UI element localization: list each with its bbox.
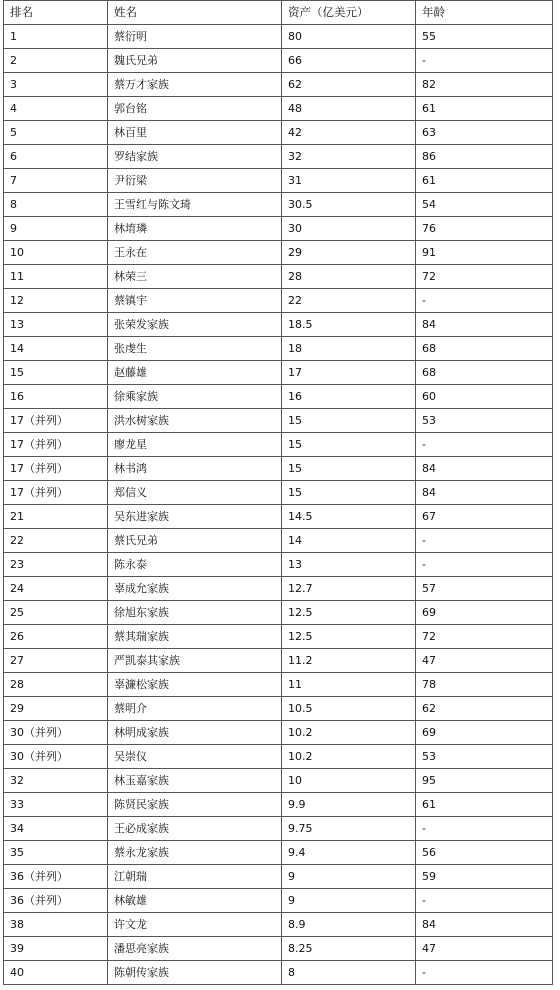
table-row <box>4 841 553 865</box>
table-row <box>4 913 553 937</box>
cell-name: 郑信义 <box>108 481 282 505</box>
cell-age: - <box>416 553 553 577</box>
cell-age: 91 <box>416 241 553 265</box>
table-body <box>4 25 553 985</box>
cell-assets: 8 <box>282 961 416 985</box>
table-row <box>4 457 553 481</box>
table-row <box>4 49 553 73</box>
cell-age: 69 <box>416 721 553 745</box>
cell-assets: 9.9 <box>282 793 416 817</box>
cell-age: - <box>416 433 553 457</box>
table-row <box>4 817 553 841</box>
cell-rank: 28 <box>4 673 108 697</box>
cell-rank: 17（并列） <box>4 457 108 481</box>
cell-assets: 10.2 <box>282 721 416 745</box>
cell-age: 72 <box>416 625 553 649</box>
cell-assets: 15 <box>282 457 416 481</box>
cell-name: 蔡其瑞家族 <box>108 625 282 649</box>
cell-assets: 30 <box>282 217 416 241</box>
cell-rank: 35 <box>4 841 108 865</box>
cell-rank: 21 <box>4 505 108 529</box>
cell-rank: 13 <box>4 313 108 337</box>
table-row <box>4 361 553 385</box>
cell-age: 47 <box>416 649 553 673</box>
table-row <box>4 601 553 625</box>
cell-age: 67 <box>416 505 553 529</box>
table-row <box>4 433 553 457</box>
cell-age: - <box>416 49 553 73</box>
cell-rank: 6 <box>4 145 108 169</box>
cell-age: 53 <box>416 745 553 769</box>
cell-age: - <box>416 529 553 553</box>
cell-assets: 30.5 <box>282 193 416 217</box>
cell-assets: 14 <box>282 529 416 553</box>
cell-rank: 34 <box>4 817 108 841</box>
table-row <box>4 745 553 769</box>
cell-assets: 62 <box>282 73 416 97</box>
cell-name: 陈贤民家族 <box>108 793 282 817</box>
cell-name: 林堉璘 <box>108 217 282 241</box>
table-row <box>4 289 553 313</box>
cell-rank: 16 <box>4 385 108 409</box>
cell-rank: 2 <box>4 49 108 73</box>
cell-age: 72 <box>416 265 553 289</box>
cell-name: 蔡氏兄弟 <box>108 529 282 553</box>
cell-name: 严凯泰其家族 <box>108 649 282 673</box>
table-row <box>4 145 553 169</box>
header-assets: 资产（亿美元） <box>282 1 416 25</box>
cell-name: 廖龙星 <box>108 433 282 457</box>
cell-name: 林书鸿 <box>108 457 282 481</box>
cell-assets: 9 <box>282 865 416 889</box>
table-row <box>4 169 553 193</box>
cell-age: 76 <box>416 217 553 241</box>
cell-age: 63 <box>416 121 553 145</box>
table-row <box>4 505 553 529</box>
table-row <box>4 721 553 745</box>
table-row <box>4 241 553 265</box>
cell-name: 张荣发家族 <box>108 313 282 337</box>
cell-assets: 14.5 <box>282 505 416 529</box>
cell-age: - <box>416 289 553 313</box>
cell-name: 林荣三 <box>108 265 282 289</box>
cell-assets: 12.5 <box>282 601 416 625</box>
cell-rank: 4 <box>4 97 108 121</box>
cell-assets: 12.7 <box>282 577 416 601</box>
cell-age: 56 <box>416 841 553 865</box>
table-row <box>4 769 553 793</box>
cell-name: 吴崇仪 <box>108 745 282 769</box>
cell-name: 林明成家族 <box>108 721 282 745</box>
cell-age: 68 <box>416 337 553 361</box>
cell-age: 68 <box>416 361 553 385</box>
table-row <box>4 793 553 817</box>
header-name: 姓名 <box>108 1 282 25</box>
table-row <box>4 313 553 337</box>
cell-assets: 18.5 <box>282 313 416 337</box>
cell-age: 78 <box>416 673 553 697</box>
cell-name: 林敏雄 <box>108 889 282 913</box>
cell-age: 60 <box>416 385 553 409</box>
cell-assets: 29 <box>282 241 416 265</box>
cell-rank: 9 <box>4 217 108 241</box>
table-row <box>4 889 553 913</box>
cell-assets: 48 <box>282 97 416 121</box>
cell-age: 59 <box>416 865 553 889</box>
cell-age: 86 <box>416 145 553 169</box>
cell-assets: 10 <box>282 769 416 793</box>
cell-rank: 1 <box>4 25 108 49</box>
table-row <box>4 121 553 145</box>
cell-age: 61 <box>416 169 553 193</box>
cell-name: 蔡衍明 <box>108 25 282 49</box>
cell-rank: 25 <box>4 601 108 625</box>
cell-rank: 36（并列） <box>4 889 108 913</box>
cell-rank: 22 <box>4 529 108 553</box>
cell-age: 54 <box>416 193 553 217</box>
cell-rank: 15 <box>4 361 108 385</box>
cell-name: 蔡万才家族 <box>108 73 282 97</box>
cell-name: 林百里 <box>108 121 282 145</box>
cell-age: 61 <box>416 793 553 817</box>
cell-age: 84 <box>416 313 553 337</box>
cell-assets: 28 <box>282 265 416 289</box>
cell-name: 蔡明介 <box>108 697 282 721</box>
cell-rank: 24 <box>4 577 108 601</box>
cell-rank: 33 <box>4 793 108 817</box>
cell-assets: 11 <box>282 673 416 697</box>
cell-rank: 5 <box>4 121 108 145</box>
cell-name: 辜成允家族 <box>108 577 282 601</box>
cell-assets: 12.5 <box>282 625 416 649</box>
cell-age: 62 <box>416 697 553 721</box>
header-row <box>4 1 553 25</box>
cell-assets: 15 <box>282 433 416 457</box>
table-row <box>4 385 553 409</box>
table-row <box>4 25 553 49</box>
cell-name: 尹衍梁 <box>108 169 282 193</box>
cell-name: 赵藤雄 <box>108 361 282 385</box>
cell-assets: 9.4 <box>282 841 416 865</box>
cell-assets: 15 <box>282 409 416 433</box>
cell-assets: 8.25 <box>282 937 416 961</box>
cell-assets: 8.9 <box>282 913 416 937</box>
cell-rank: 29 <box>4 697 108 721</box>
header-age: 年龄 <box>416 1 553 25</box>
cell-name: 魏氏兄弟 <box>108 49 282 73</box>
cell-rank: 32 <box>4 769 108 793</box>
cell-assets: 18 <box>282 337 416 361</box>
cell-name: 王雪红与陈文琦 <box>108 193 282 217</box>
cell-rank: 39 <box>4 937 108 961</box>
cell-name: 郭台铭 <box>108 97 282 121</box>
cell-assets: 13 <box>282 553 416 577</box>
cell-rank: 27 <box>4 649 108 673</box>
cell-age: 82 <box>416 73 553 97</box>
cell-assets: 10.5 <box>282 697 416 721</box>
header-rank: 排名 <box>4 1 108 25</box>
cell-rank: 14 <box>4 337 108 361</box>
cell-age: - <box>416 961 553 985</box>
cell-name: 潘思亮家族 <box>108 937 282 961</box>
cell-age: 47 <box>416 937 553 961</box>
ranking-table <box>3 0 553 985</box>
cell-name: 蔡永龙家族 <box>108 841 282 865</box>
cell-name: 王永在 <box>108 241 282 265</box>
cell-age: 84 <box>416 457 553 481</box>
cell-name: 江朝瑞 <box>108 865 282 889</box>
table-row <box>4 73 553 97</box>
cell-rank: 23 <box>4 553 108 577</box>
cell-rank: 11 <box>4 265 108 289</box>
table-row <box>4 865 553 889</box>
cell-rank: 30（并列） <box>4 721 108 745</box>
table-row <box>4 217 553 241</box>
cell-name: 洪水树家族 <box>108 409 282 433</box>
cell-rank: 30（并列） <box>4 745 108 769</box>
table-row <box>4 193 553 217</box>
cell-rank: 17（并列） <box>4 481 108 505</box>
cell-name: 张虔生 <box>108 337 282 361</box>
cell-name: 林玉嘉家族 <box>108 769 282 793</box>
cell-assets: 17 <box>282 361 416 385</box>
cell-rank: 7 <box>4 169 108 193</box>
cell-assets: 32 <box>282 145 416 169</box>
cell-rank: 38 <box>4 913 108 937</box>
cell-age: - <box>416 817 553 841</box>
cell-name: 吴东进家族 <box>108 505 282 529</box>
cell-assets: 10.2 <box>282 745 416 769</box>
cell-age: 53 <box>416 409 553 433</box>
table-row <box>4 409 553 433</box>
table-row <box>4 97 553 121</box>
cell-assets: 66 <box>282 49 416 73</box>
cell-rank: 17（并列） <box>4 433 108 457</box>
cell-rank: 3 <box>4 73 108 97</box>
cell-name: 许文龙 <box>108 913 282 937</box>
cell-rank: 36（并列） <box>4 865 108 889</box>
table-row <box>4 481 553 505</box>
cell-age: 95 <box>416 769 553 793</box>
cell-rank: 12 <box>4 289 108 313</box>
cell-assets: 9.75 <box>282 817 416 841</box>
table-row <box>4 553 553 577</box>
table-row <box>4 697 553 721</box>
cell-name: 徐旭东家族 <box>108 601 282 625</box>
cell-age: 84 <box>416 913 553 937</box>
cell-rank: 17（并列） <box>4 409 108 433</box>
cell-assets: 9 <box>282 889 416 913</box>
cell-assets: 22 <box>282 289 416 313</box>
table-row <box>4 337 553 361</box>
cell-name: 陈永泰 <box>108 553 282 577</box>
cell-age: 84 <box>416 481 553 505</box>
cell-age: 69 <box>416 601 553 625</box>
cell-age: - <box>416 889 553 913</box>
cell-rank: 10 <box>4 241 108 265</box>
table-header <box>4 1 553 25</box>
table-row <box>4 577 553 601</box>
cell-name: 罗结家族 <box>108 145 282 169</box>
cell-name: 王必成家族 <box>108 817 282 841</box>
cell-rank: 40 <box>4 961 108 985</box>
cell-name: 辜濂松家族 <box>108 673 282 697</box>
cell-assets: 11.2 <box>282 649 416 673</box>
cell-assets: 16 <box>282 385 416 409</box>
table-row <box>4 961 553 985</box>
cell-name: 徐乘家族 <box>108 385 282 409</box>
cell-assets: 31 <box>282 169 416 193</box>
cell-age: 55 <box>416 25 553 49</box>
table-row <box>4 265 553 289</box>
cell-age: 61 <box>416 97 553 121</box>
table-row <box>4 673 553 697</box>
table-row <box>4 937 553 961</box>
cell-age: 57 <box>416 577 553 601</box>
table-row <box>4 529 553 553</box>
table-row <box>4 649 553 673</box>
cell-name: 蔡镇宇 <box>108 289 282 313</box>
table-row <box>4 625 553 649</box>
cell-assets: 80 <box>282 25 416 49</box>
cell-rank: 26 <box>4 625 108 649</box>
cell-rank: 8 <box>4 193 108 217</box>
cell-assets: 15 <box>282 481 416 505</box>
cell-name: 陈朝传家族 <box>108 961 282 985</box>
cell-assets: 42 <box>282 121 416 145</box>
